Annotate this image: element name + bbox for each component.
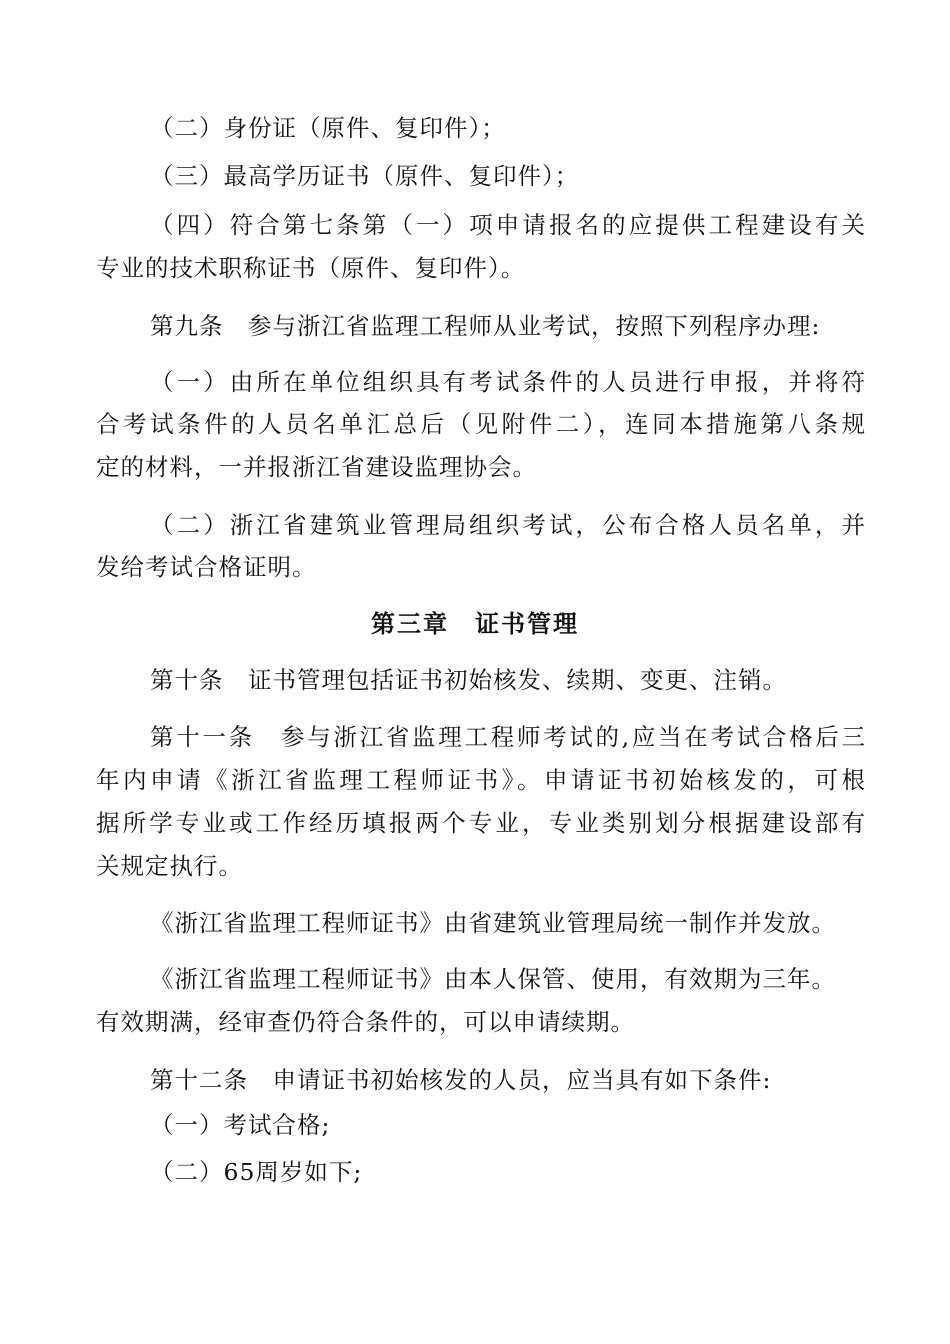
article-11-para-3: 《浙江省监理工程师证书》由本人保管、使用，有效期为三年。 <box>150 965 836 993</box>
list-item-id-card: （二）身份证（原件、复印件）； <box>150 114 506 142</box>
article-12: 第十二条 申请证书初始核发的人员，应当具有如下条件: <box>150 1066 772 1094</box>
article-10: 第十条 证书管理包括证书初始核发、续期、变更、注销。 <box>150 666 787 694</box>
paragraph-line: 合考试条件的人员名单汇总后（见附件二），连同本措施第八条规 <box>96 410 866 438</box>
article-9: 第九条 参与浙江省监理工程师从业考试，按照下列程序办理: <box>150 312 821 340</box>
paragraph-line: 年内申请《浙江省监理工程师证书》。申请证书初始核发的，可根 <box>96 766 866 794</box>
article-9-item-1: （一）由所在单位组织具有考试条件的人员进行申报，并将符 <box>150 368 866 396</box>
paragraph-line: 专业的技术职称证书（原件、复印件）。 <box>96 254 526 282</box>
list-item-title-cert: （四）符合第七条第（一）项申请报名的应提供工程建设有关 <box>150 211 866 239</box>
article-9-item-2: （二）浙江省建筑业管理局组织考试，公布合格人员名单，并 <box>150 511 866 539</box>
paragraph-line: 发给考试合格证明。 <box>96 553 317 581</box>
paragraph-line: 据所学专业或工作经历填报两个专业，专业类别划分根据建设部有 <box>96 809 866 837</box>
article-11-para-2: 《浙江省监理工程师证书》由省建筑业管理局统一制作并发放。 <box>150 909 836 937</box>
article-11: 第十一条 参与浙江省监理工程师考试的,应当在考试合格后三 <box>150 723 866 751</box>
chapter-heading: 第三章 证书管理 <box>371 610 579 638</box>
paragraph-line: 有效期满，经审查仍符合条件的，可以申请续期。 <box>96 1008 635 1036</box>
paragraph-line: 关规定执行。 <box>96 852 243 880</box>
article-12-item-1: （一）考试合格; <box>150 1111 331 1139</box>
list-item-diploma: （三）最高学历证书（原件、复印件）； <box>150 162 580 190</box>
article-12-item-2: （二）65周岁如下; <box>150 1158 363 1186</box>
paragraph-line: 定的材料，一并报浙江省建设监理协会。 <box>96 453 537 481</box>
